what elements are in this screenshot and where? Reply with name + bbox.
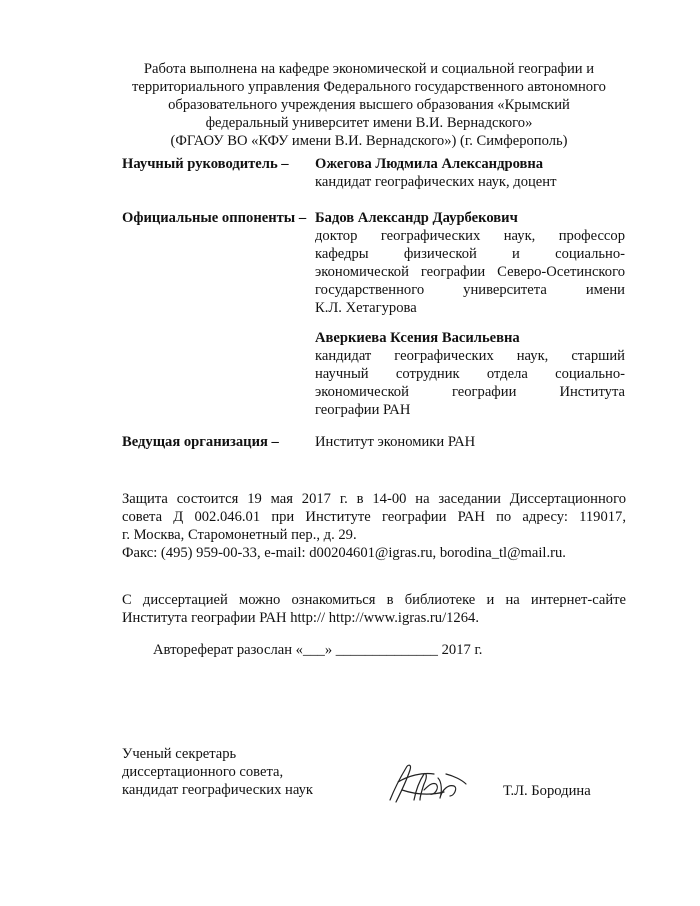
secretary-line: кандидат географических наук: [122, 782, 313, 798]
header-block: [118, 60, 620, 150]
defense-paragraph: [122, 490, 626, 562]
library-line: Института географии РАН http:// http://www.igras.ru/1264.: [122, 610, 479, 626]
defense-line: совета Д 002.046.01 при Институте географии РАН по адресу: 119017,: [122, 509, 626, 525]
opponent-1-line: кафедры физической и социально-: [315, 246, 625, 262]
header-line: федеральный университет имени В.И. Вернадского»: [205, 115, 533, 131]
library-paragraph: [122, 591, 626, 627]
header-line: Работа выполнена на кафедре экономической и социальной географии и: [143, 61, 595, 77]
opponent-1-line: государственного университета имени: [315, 282, 625, 298]
leading-org-label: Ведущая организация –: [122, 434, 279, 450]
header-line: территориального управления Федерального государственного автономного: [132, 79, 606, 95]
opponent-2-line: географии РАН: [315, 402, 411, 418]
supervisor-label: Научный руководитель –: [122, 156, 289, 172]
opponent-1-line: К.Л. Хетагурова: [315, 300, 417, 316]
mailing-date: Автореферат разослан «___» ______________ 2017 г.: [153, 642, 483, 658]
supervisor-title: кандидат географических наук, доцент: [315, 174, 557, 190]
secretary-line: диссертационного совета,: [122, 764, 284, 780]
header-line: образовательного учреждения высшего образования «Крымский: [168, 97, 570, 113]
secretary-block: [122, 745, 313, 799]
signature-image: [384, 760, 470, 808]
opponent-2-line: научный сотрудник отдела социально-: [315, 366, 625, 382]
opponent-2: [315, 329, 625, 419]
opponent-1-line: доктор географических наук, профессор: [315, 228, 625, 244]
defense-contacts: Факс: (495) 959-00-33, e-mail: d00204601@igras.ru, borodina_tl@mail.ru.: [122, 545, 566, 561]
opponent-2-name: Аверкиева Ксения Васильевна: [315, 330, 520, 346]
defense-line: Защита состоится 19 мая 2017 г. в 14-00 на заседании Диссертационного: [122, 491, 626, 507]
library-line: С диссертацией можно ознакомиться в библиотеке и на интернет-сайте: [122, 592, 626, 608]
opponent-1: [315, 209, 625, 317]
opponents-label: Официальные оппоненты –: [122, 210, 307, 226]
opponent-1-line: экономической географии Северо-Осетинского: [315, 264, 625, 280]
opponent-2-line: экономической географии Института: [315, 384, 625, 400]
supervisor-info: [315, 155, 625, 191]
defense-line: г. Москва, Старомонетный пер., д. 29.: [122, 527, 357, 543]
secretary-line: Ученый секретарь: [122, 746, 237, 762]
opponent-1-name: Бадов Александр Даурбекович: [315, 210, 518, 226]
supervisor-name: Ожегова Людмила Александровна: [315, 156, 544, 172]
opponent-2-line: кандидат географических наук, старший: [315, 348, 625, 364]
header-line: (ФГАОУ ВО «КФУ имени В.И. Вернадского») (г. Симферополь): [170, 133, 568, 149]
leading-org-value: Институт экономики РАН: [315, 434, 476, 450]
secretary-name: Т.Л. Бородина: [503, 783, 591, 799]
